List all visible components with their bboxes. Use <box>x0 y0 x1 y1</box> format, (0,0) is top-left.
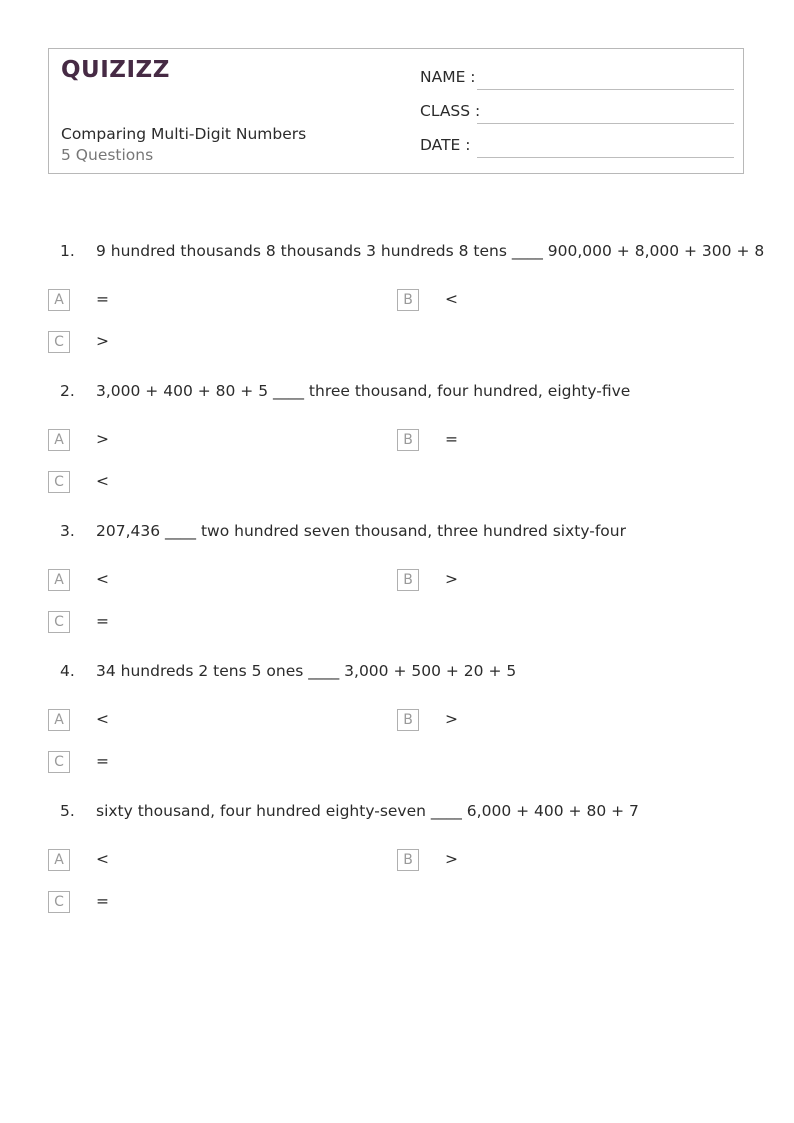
option-a-text: = <box>96 290 109 308</box>
worksheet-title: Comparing Multi-Digit Numbers <box>61 125 307 143</box>
name-label: NAME : <box>420 68 476 86</box>
question-number: 3. <box>60 522 75 540</box>
option-b-text: > <box>445 850 458 868</box>
question-number: 2. <box>60 382 75 400</box>
question-text: sixty thousand, four hundred eighty-seven ____ 6,000 + 400 + 80 + 7 <box>96 802 639 820</box>
question-number: 5. <box>60 802 75 820</box>
option-b-text: > <box>445 570 458 588</box>
question-text: 207,436 ____ two hundred seven thousand, three hundred sixty-four <box>96 522 626 540</box>
option-c-box[interactable]: C <box>48 331 70 353</box>
date-field[interactable] <box>420 136 734 158</box>
question-text: 34 hundreds 2 tens 5 ones ____ 3,000 + 500 + 20 + 5 <box>96 662 517 680</box>
option-a-text: < <box>96 710 109 728</box>
name-line[interactable] <box>477 89 734 90</box>
question-text: 3,000 + 400 + 80 + 5 ____ three thousand, four hundred, eighty-five <box>96 382 631 400</box>
option-a-box[interactable]: A <box>48 289 70 311</box>
option-b-text: > <box>445 710 458 728</box>
class-field[interactable] <box>420 102 734 124</box>
option-b-box[interactable]: B <box>397 569 419 591</box>
question-count: 5 Questions <box>61 146 154 164</box>
question-number: 1. <box>60 242 75 260</box>
option-c-box[interactable]: C <box>48 751 70 773</box>
option-b-box[interactable]: B <box>397 289 419 311</box>
option-a-text: < <box>96 570 109 588</box>
option-c-box[interactable]: C <box>48 471 70 493</box>
option-a-box[interactable]: A <box>48 569 70 591</box>
option-c-text: = <box>96 892 109 910</box>
worksheet-header <box>48 48 744 174</box>
date-line[interactable] <box>477 157 734 158</box>
option-c-box[interactable]: C <box>48 611 70 633</box>
option-c-text: > <box>96 332 109 350</box>
date-label: DATE : <box>420 136 471 154</box>
option-a-box[interactable]: A <box>48 429 70 451</box>
option-c-box[interactable]: C <box>48 891 70 913</box>
option-c-text: = <box>96 612 109 630</box>
question-text: 9 hundred thousands 8 thousands 3 hundreds 8 tens ____ 900,000 + 8,000 + 300 + 8 <box>96 242 765 260</box>
option-a-box[interactable]: A <box>48 709 70 731</box>
question-number: 4. <box>60 662 75 680</box>
option-b-box[interactable]: B <box>397 709 419 731</box>
option-b-text: < <box>445 290 458 308</box>
option-a-text: > <box>96 430 109 448</box>
option-a-box[interactable]: A <box>48 849 70 871</box>
quizizz-logo: QUIZIZZ <box>61 57 170 83</box>
option-c-text: = <box>96 752 109 770</box>
class-line[interactable] <box>477 123 734 124</box>
option-a-text: < <box>96 850 109 868</box>
class-label: CLASS : <box>420 102 481 120</box>
option-b-box[interactable]: B <box>397 429 419 451</box>
option-c-text: < <box>96 472 109 490</box>
name-field[interactable] <box>420 68 734 90</box>
option-b-text: = <box>445 430 458 448</box>
option-b-box[interactable]: B <box>397 849 419 871</box>
